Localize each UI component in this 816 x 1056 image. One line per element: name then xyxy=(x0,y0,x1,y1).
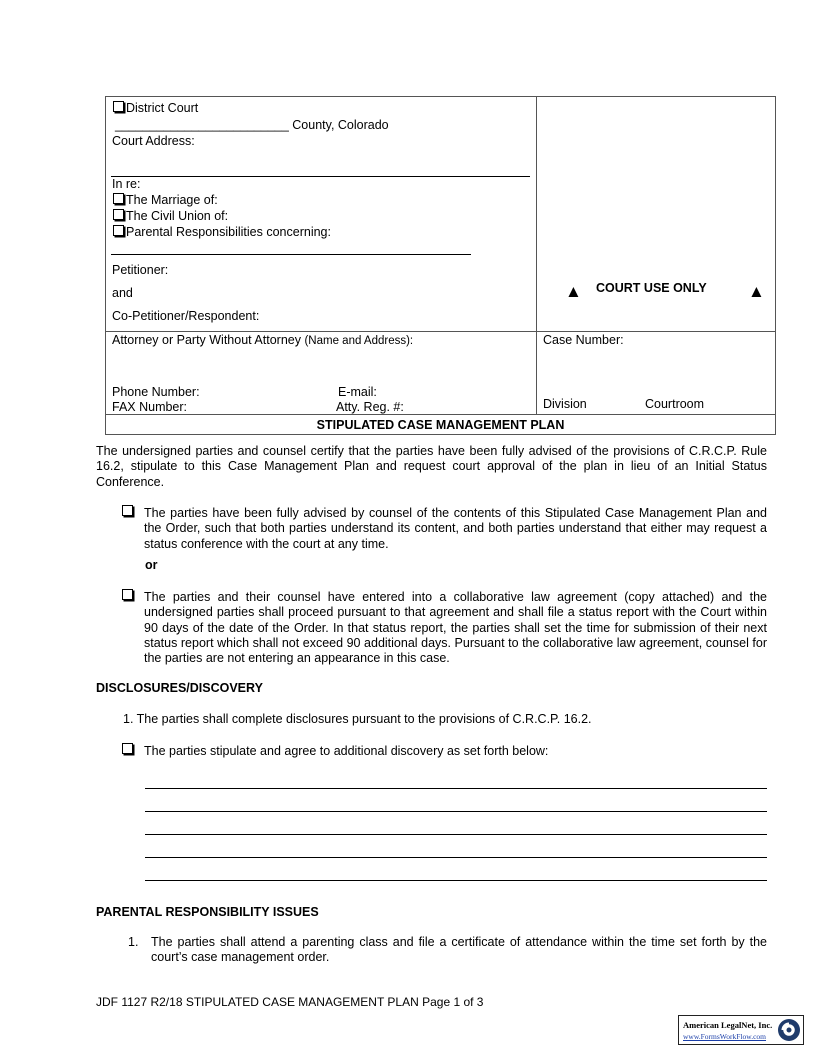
phone-label: Phone Number: xyxy=(112,385,200,399)
title-row-divider xyxy=(105,414,776,415)
disclosure-item-1: 1. The parties shall complete disclosures pursuant to the provisions of C.R.C.P. 16.2. xyxy=(123,712,592,726)
co-petitioner-label: Co-Petitioner/Respondent: xyxy=(112,309,260,323)
logo-url-link[interactable]: www.FormsWorkFlow.com xyxy=(683,1032,767,1041)
logo-company-name: American LegalNet, Inc. xyxy=(683,1020,773,1030)
fax-label: FAX Number: xyxy=(112,400,188,414)
option1-text: The parties have been fully advised by counsel of the contents of this Stipulated Case Management Plan and the Order, such that both parties understand its content, and both parties understand that either may request a status conference with the court at any time. xyxy=(144,506,767,551)
caption-row-divider xyxy=(105,331,776,332)
court-address-label: Court Address: xyxy=(112,134,195,148)
parental-item-number: 1. xyxy=(128,935,139,949)
footer-form-id: JDF 1127 R2/18 STIPULATED CASE MANAGEMENT PLAN Page 1 of 3 xyxy=(96,995,484,1009)
parental-heading: PARENTAL RESPONSIBILITY ISSUES xyxy=(96,905,319,919)
discovery-blank-line[interactable] xyxy=(145,834,767,835)
discovery-blank-line[interactable] xyxy=(145,857,767,858)
american-legalnet-logo xyxy=(678,1015,804,1045)
caption-box xyxy=(105,96,776,435)
form-title: STIPULATED CASE MANAGEMENT PLAN xyxy=(316,418,565,432)
case-number-label: Case Number: xyxy=(543,333,624,347)
option-parental-responsibilities[interactable]: Parental Responsibilities concerning: xyxy=(113,225,331,239)
checkbox[interactable] xyxy=(113,101,124,112)
discovery-checkbox[interactable] xyxy=(122,743,135,757)
option-marriage[interactable]: The Marriage of: xyxy=(113,193,218,207)
court-use-only-label: COURT USE ONLY xyxy=(596,281,707,295)
attorney-label: Attorney or Party Without Attorney (Name and Address): xyxy=(112,333,414,347)
option-civil-union[interactable]: The Civil Union of: xyxy=(113,209,228,223)
party-name-line xyxy=(111,254,471,255)
option1-checkbox[interactable] xyxy=(122,505,135,519)
district-court-option[interactable]: District Court xyxy=(113,101,198,115)
disclosures-heading: DISCLOSURES/DISCOVERY xyxy=(96,681,263,695)
checkbox[interactable] xyxy=(113,209,124,220)
discovery-option-text: The parties stipulate and agree to additional discovery as set forth below: xyxy=(144,744,549,758)
intro-paragraph: The undersigned parties and counsel certify that the parties have been fully advised of the provisions of C.R.C.P. Rule 16.2, stipulate to this Case Management Plan and request court approval of the plan in lieu of an Initial Status Conference. xyxy=(96,444,767,489)
triangle-up-icon: ▲ xyxy=(748,282,765,301)
option2-checkbox[interactable] xyxy=(122,589,135,603)
atty-reg-label: Atty. Reg. #: xyxy=(336,400,404,414)
courtroom-label: Courtroom xyxy=(645,397,705,411)
petitioner-label: Petitioner: xyxy=(112,263,169,277)
checkbox[interactable] xyxy=(122,589,133,600)
or-label: or xyxy=(145,558,158,572)
discovery-blank-line[interactable] xyxy=(145,811,767,812)
court-address-line xyxy=(111,176,530,177)
email-label: E-mail: xyxy=(338,385,377,399)
checkbox[interactable] xyxy=(113,193,124,204)
caption-divider xyxy=(536,97,537,414)
discovery-blank-line[interactable] xyxy=(145,880,767,881)
checkbox[interactable] xyxy=(113,225,124,236)
parental-item-1: The parties shall attend a parenting class and file a certificate of attendance within the time set forth by the court’s case management order. xyxy=(151,935,767,965)
triangle-up-icon: ▲ xyxy=(565,282,582,301)
division-label: Division xyxy=(543,397,587,411)
checkbox[interactable] xyxy=(122,743,133,754)
county-line: _________________________ County, Colorado xyxy=(115,118,389,132)
logo-seal-icon xyxy=(777,1018,801,1042)
checkbox[interactable] xyxy=(122,505,133,516)
in-re-label: In re: xyxy=(112,177,141,191)
discovery-blank-line[interactable] xyxy=(145,788,767,789)
and-label: and xyxy=(112,286,133,300)
option2-text: The parties and their counsel have entered into a collaborative law agreement (copy attached) and the undersigned parties shall proceed pursuant to that agreement and shall file a status report with the Court within 90 days of the date of the Order. In that status report, the parties shall set the time for submission of their next status report which shall not exceed 90 additional days. Pursuant to the collaborative law agreement, counsel for the parties are not entering an appearance in this case. xyxy=(144,590,767,666)
